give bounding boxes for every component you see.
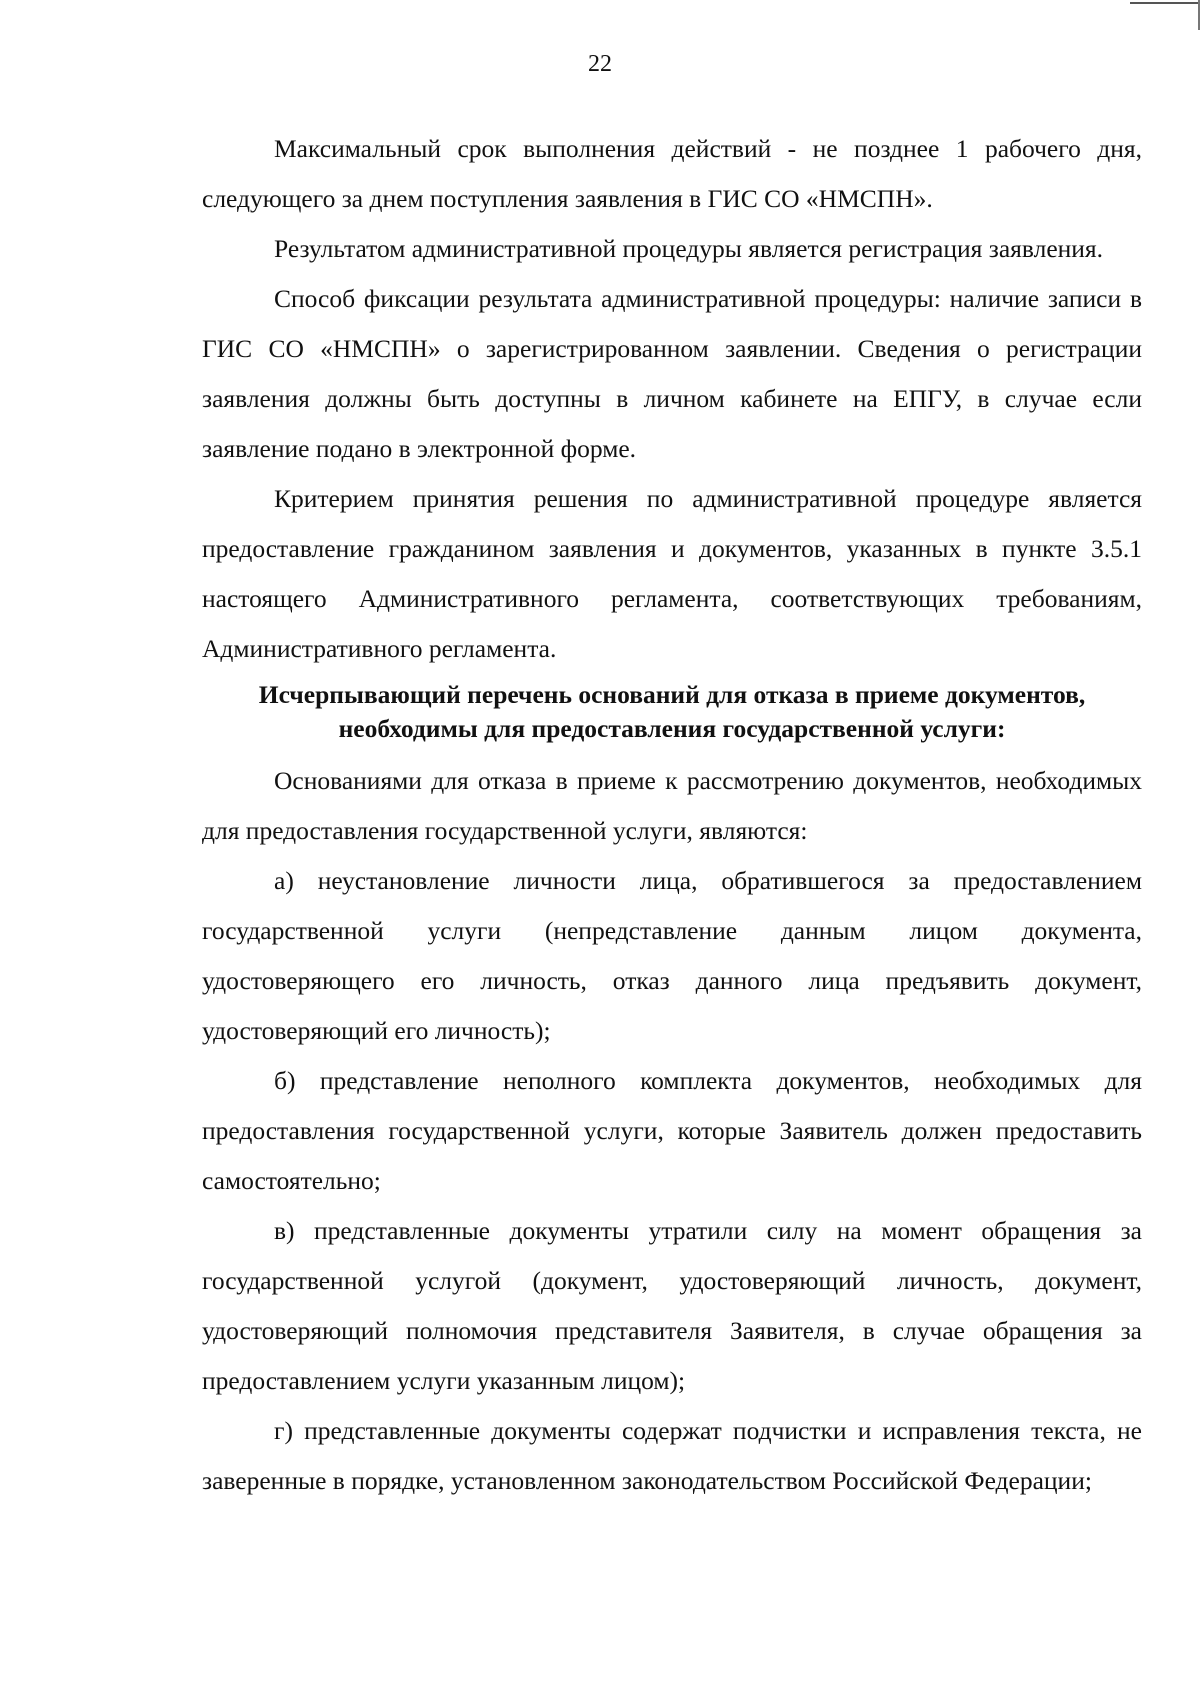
page-number: 22 (588, 51, 612, 77)
list-item-g: г) представленные документы содержат подчистки и исправления текста, не заверенные в порядке, установленном законодательством Российской Федерации; (202, 1416, 1142, 1495)
list-item-b: б) представление неполного комплекта документов, необходимых для предоставления государственной услуги, которые Заявитель должен предоставить самостоятельно; (202, 1066, 1142, 1195)
section-heading-line-2: необходимы для предоставления государственной услуги: (338, 714, 1006, 743)
scan-edge-line (1130, 2, 1200, 4)
section-heading-line-1: Исчерпывающий перечень оснований для отказа в приеме документов, (258, 680, 1086, 709)
list-item-v: в) представленные документы утратили силу на момент обращения за государственной услугой (документ, удостоверяющий личность, документ, удостоверяющий полномочия представителя Заявителя, в случае обращения за предоставлением услуги указанным лицом); (202, 1216, 1142, 1395)
paragraph-deadline: Максимальный срок выполнения действий - не позднее 1 рабочего дня, следующего за днем поступления заявления в ГИС СО «НМСПН». (202, 134, 1142, 213)
paragraph-decision-criterion: Критерием принятия решения по административной процедуре является предоставление гражданином заявления и документов, указанных в пункте 3.5.1 настоящего Административного регламента, соответствующих требованиям, Административного регламента. (202, 484, 1142, 663)
list-item-a: а) неустановление личности лица, обратившегося за предоставлением государственной услуги (непредставление данным лицом документа, удостоверяющего его личность, отказ данного лица предъявить документ, удостоверяющий его личность); (202, 866, 1142, 1045)
section-heading (202, 678, 1142, 746)
document-body (202, 124, 1142, 1506)
paragraph-result: Результатом административной процедуры является регистрация заявления. (274, 234, 1104, 263)
paragraph-fixation-method: Способ фиксации результата административной процедуры: наличие записи в ГИС СО «НМСПН» о зарегистрированном заявлении. Сведения о регистрации заявления должны быть доступны в личном кабинете на ЕПГУ, в случае если заявление подано в электронной форме. (202, 284, 1142, 463)
paragraph-grounds-intro: Основаниями для отказа в приеме к рассмотрению документов, необходимых для предоставления государственной услуги, являются: (202, 766, 1142, 845)
